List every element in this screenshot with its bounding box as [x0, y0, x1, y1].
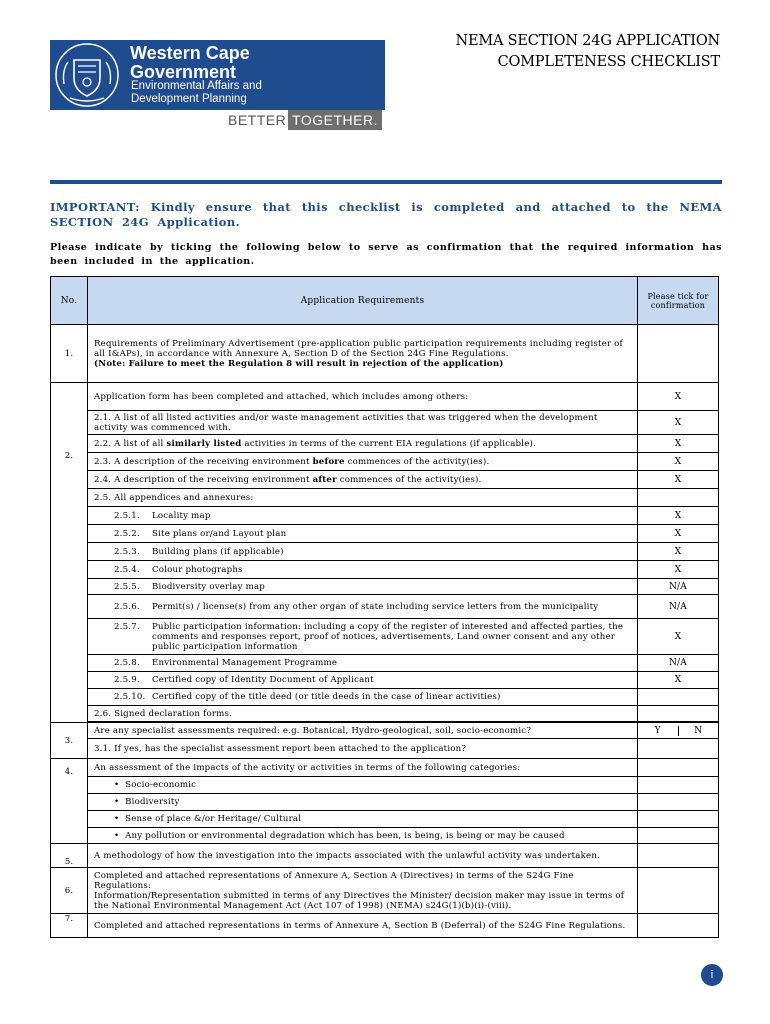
sub-text: Permit(s) / license(s) from any other organ of state including service letters from the municipality — [152, 601, 599, 612]
sub-text: Building plans (if applicable) — [152, 546, 284, 557]
sub-text: Certified copy of the title deed (or title deeds in the case of linear activities) — [152, 692, 501, 702]
sub-number: 2.5.5. — [114, 581, 140, 592]
row-2-5-7-tick[interactable]: X — [638, 619, 719, 655]
row-2-5-7 — [88, 619, 638, 655]
row-2-3 — [88, 453, 638, 471]
row-2-2 — [88, 435, 638, 453]
sub-number: 2.5.9. — [114, 675, 140, 685]
row-2-5-8-tick[interactable]: N/A — [638, 655, 719, 672]
row-6-requirement — [88, 868, 638, 914]
row-4-item-2: • Biodiversity — [88, 794, 638, 811]
row-2-5-9-tick[interactable]: X — [638, 672, 719, 689]
row-2-5-5-tick[interactable]: N/A — [638, 579, 719, 595]
row-2-3-tick[interactable]: X — [638, 453, 719, 471]
row-4-item-4-tick[interactable] — [638, 828, 719, 844]
page-title-line-2: COMPLETENESS CHECKLIST — [497, 54, 720, 70]
row-2-3-b: before — [312, 456, 345, 467]
bullet-text: Biodiversity — [125, 797, 180, 807]
sub-text: Colour photographs — [152, 564, 243, 575]
row-2-5-6 — [88, 595, 638, 619]
row-4-number: 4. — [51, 759, 88, 844]
row-1-text: Requirements of Preliminary Advertisement (pre-application public participation requirements including register of all I&APs), in accordance with Annexure A, Section D of the Section 24G Fine Regulations. — [94, 338, 623, 359]
important-notice: IMPORTANT: Kindly ensure that this checklist is completed and attached to the NEMA SECTION 24G Application. — [50, 200, 722, 229]
row-2-5-2 — [88, 525, 638, 543]
row-2-5-3 — [88, 543, 638, 561]
row-7-requirement: Completed and attached representations in terms of Annexure A, Section B (Deferral) of the S24G Fine Regulations. — [88, 914, 638, 938]
row-2-requirement: Application form has been completed and attached, which includes among others: — [88, 383, 638, 411]
bullet-text: Socio-economic — [125, 780, 197, 790]
row-2-5-tick[interactable] — [638, 489, 719, 507]
row-2-5-8 — [88, 655, 638, 672]
sub-number: 2.5.6. — [114, 601, 140, 612]
header-tick: Please tick for confirmation — [638, 277, 719, 325]
row-3-question: Are any specialist assessments required: e.g. Botanical, Hydro-geological, soil, socio-economic? — [88, 723, 638, 739]
instruction-text: Please indicate by ticking the following below to serve as confirmation that the required information has been included in the application. — [50, 242, 722, 267]
header-requirements: Application Requirements — [88, 277, 638, 325]
row-2-5-1-tick[interactable]: X — [638, 507, 719, 525]
row-6-text-a: Completed and attached representations of Annexure A, Section A (Directives) in terms of the S24G Fine Regulations: — [94, 870, 574, 891]
row-2-2-c: activities in terms of the current EIA regulations (if applicable). — [241, 438, 536, 449]
row-7-number: 7. — [51, 914, 88, 938]
divider-bar — [50, 180, 722, 184]
row-2-2-tick[interactable]: X — [638, 435, 719, 453]
row-3-yn — [638, 723, 719, 739]
row-2-4-a: 2.4. A description of the receiving environment — [94, 474, 313, 485]
row-2-3-a: 2.3. A description of the receiving environment — [94, 456, 313, 467]
row-6-number: 6. — [51, 868, 88, 914]
row-2-5-10-tick[interactable] — [638, 689, 719, 706]
row-2-6-tick[interactable] — [638, 706, 719, 722]
row-4-item-3: • Sense of place &/or Heritage/ Cultural — [88, 811, 638, 828]
row-2-4 — [88, 471, 638, 489]
sub-number: 2.5.7. — [114, 621, 140, 632]
row-2-4-b: after — [312, 474, 337, 485]
row-2-1: 2.1. A list of all listed activities and/or waste management activities that was triggered when the development activity was commenced with. — [88, 411, 638, 435]
logo-line-1: Western Cape — [130, 43, 250, 63]
row-4-item-4: • Any pollution or environmental degradation which has been, is being, is being or may be caused — [88, 828, 638, 844]
row-2-3-c: commences of the activity(ies). — [344, 456, 490, 467]
row-2-tick[interactable]: X — [638, 383, 719, 411]
row-6-tick[interactable] — [638, 868, 719, 914]
row-2-2-a: 2.2. A list of all — [94, 438, 167, 449]
sub-number: 2.5.3. — [114, 546, 140, 557]
header-no: No. — [51, 277, 88, 325]
row-2-5-4 — [88, 561, 638, 579]
row-7-tick[interactable] — [638, 914, 719, 938]
row-2-5-1 — [88, 507, 638, 525]
row-2-2-b: similarly listed — [166, 438, 242, 449]
row-2-6: 2.6. Signed declaration forms. — [88, 706, 638, 722]
row-3-number: 3. — [51, 723, 88, 759]
row-3-yes[interactable]: Y — [638, 726, 679, 736]
row-4-tick[interactable] — [638, 759, 719, 777]
logo-line-3: Environmental Affairs and — [131, 80, 262, 92]
row-2-5-5 — [88, 579, 638, 595]
row-2-4-c: commences of the activity(ies). — [336, 474, 482, 485]
row-4-item-1: • Socio-economic — [88, 777, 638, 794]
sub-text: Environmental Management Programme — [152, 658, 338, 668]
page-title-line-1: NEMA SECTION 24G APPLICATION — [455, 33, 720, 49]
row-2-1-tick[interactable]: X — [638, 411, 719, 435]
row-2-5-9 — [88, 672, 638, 689]
row-1-tick[interactable] — [638, 325, 719, 383]
row-4-item-1-tick[interactable] — [638, 777, 719, 794]
row-4-item-3-tick[interactable] — [638, 811, 719, 828]
row-4-item-2-tick[interactable] — [638, 794, 719, 811]
row-3-no[interactable]: N — [694, 725, 703, 736]
page-number-badge: i — [701, 964, 723, 986]
sub-number: 2.5.4. — [114, 564, 140, 575]
row-1-note: (Note: Failure to meet the Regulation 8 will result in rejection of the application) — [94, 358, 504, 369]
row-2-number: 2. — [51, 383, 88, 723]
bullet-text: Sense of place &/or Heritage/ Cultural — [125, 814, 302, 824]
sub-number: 2.5.1. — [114, 510, 140, 521]
row-5-number: 5. — [51, 844, 88, 868]
bullet-text: Any pollution or environmental degradation which has been, is being, is being or may be caused — [125, 830, 565, 841]
row-1-number: 1. — [51, 325, 88, 383]
sub-number: 2.5.2. — [114, 528, 140, 539]
logo-line-4: Development Planning — [131, 93, 247, 105]
row-2-5: 2.5. All appendices and annexures: — [88, 489, 638, 507]
tagline-better: BETTER — [228, 112, 287, 128]
row-6-text-b: Information/Representation submitted in terms of any Directives the Minister/ decision maker may issue in terms of the National Environmental Management Act (Act 107 of 1998) (NEMA) s24G(1)(b)(i)-(viii). — [94, 890, 625, 911]
row-5-requirement: A methodology of how the investigation into the impacts associated with the unlawful activity was undertaken. — [88, 844, 638, 868]
row-3-1-tick[interactable] — [638, 739, 719, 759]
row-4-requirement: An assessment of the impacts of the activity or activities in terms of the following categories: — [88, 759, 638, 777]
row-2-5-6-tick[interactable]: N/A — [638, 595, 719, 619]
tagline-together: TOGETHER. — [288, 110, 382, 130]
row-2-5-3-tick[interactable]: X — [638, 543, 719, 561]
row-3-1: 3.1. If yes, has the specialist assessment report been attached to the application? — [88, 739, 638, 759]
sub-text: Site plans or/and Layout plan — [152, 528, 287, 539]
sub-number: 2.5.8. — [114, 658, 140, 668]
crest-icon — [54, 42, 120, 108]
row-1-requirement — [88, 325, 638, 383]
sub-text: Biodiversity overlay map — [152, 581, 265, 592]
sub-text: Locality map — [152, 510, 211, 521]
row-2-5-4-tick[interactable]: X — [638, 561, 719, 579]
row-2-5-2-tick[interactable]: X — [638, 525, 719, 543]
row-5-tick[interactable] — [638, 844, 719, 868]
row-2-4-tick[interactable]: X — [638, 471, 719, 489]
logo-line-2: Government — [130, 62, 237, 82]
row-2-5-10 — [88, 689, 638, 706]
sub-number: 2.5.10. — [114, 692, 146, 702]
sub-text: Certified copy of Identity Document of Applicant — [152, 675, 374, 685]
checklist-table — [50, 276, 719, 938]
sub-text: Public participation information: including a copy of the register of interested and affected parties, the comments and responses report, proof of notices, advertisements, Land owner consent and any other public participation information — [152, 621, 624, 652]
